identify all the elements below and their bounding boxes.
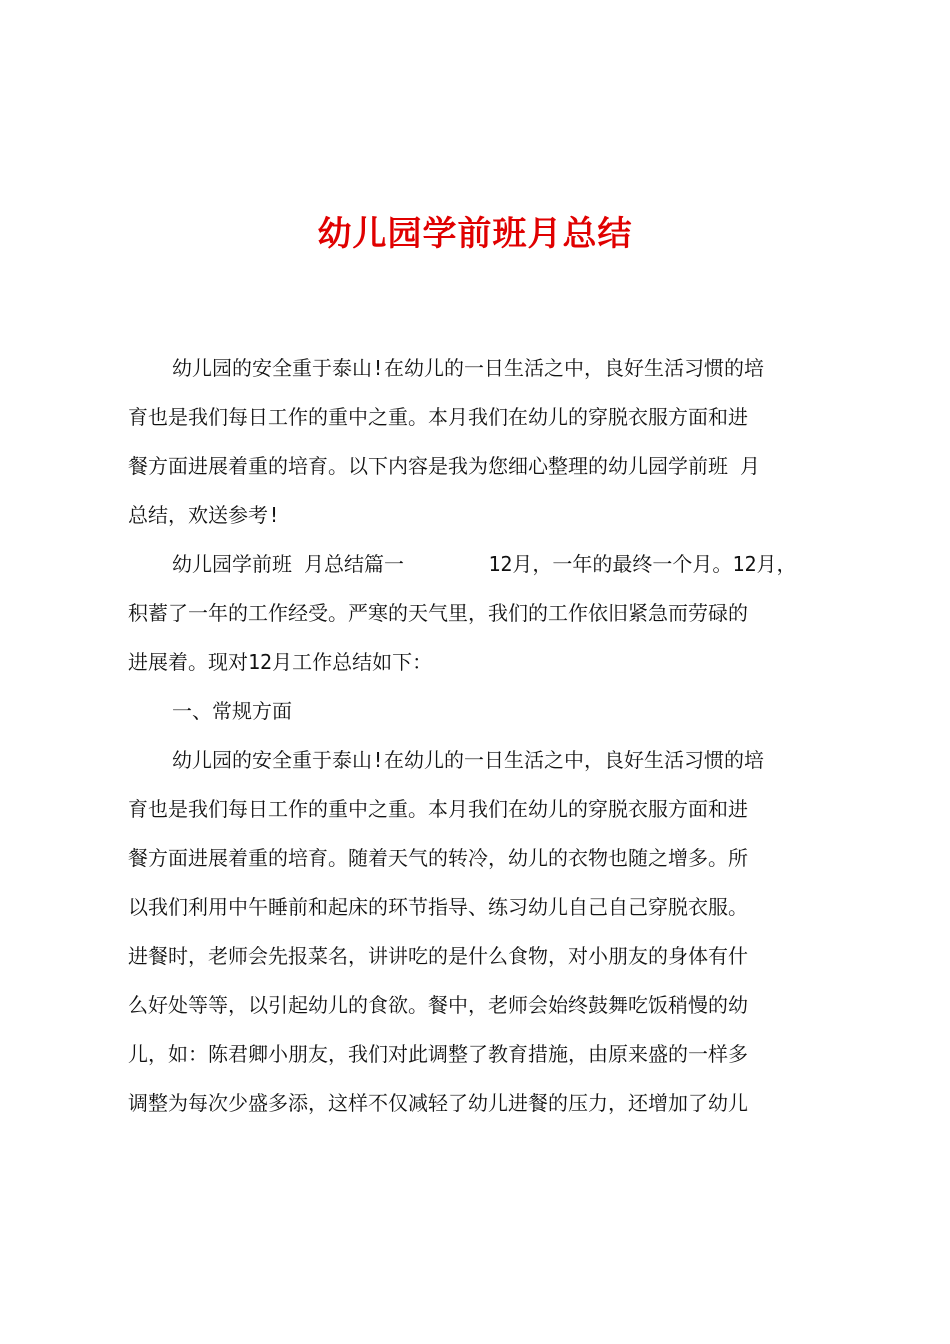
- text-line: 育也是我们每日工作的重中之重。本月我们在幼儿的穿脱衣服方面和进: [128, 797, 748, 821]
- text-line: 育也是我们每日工作的重中之重。本月我们在幼儿的穿脱衣服方面和进: [128, 405, 748, 429]
- text-line: 幼儿园学前班 月总结篇一 12月，一年的最终一个月。12月，: [172, 552, 797, 576]
- text-line: 总结，欢送参考!: [128, 503, 281, 527]
- text-line: 幼儿园的安全重于泰山!在幼儿的一日生活之中，良好生活习惯的培: [172, 748, 765, 772]
- section-heading: 一、常规方面: [172, 699, 292, 723]
- text-line: 餐方面进展着重的培育。随着天气的转冷，幼儿的衣物也随之增多。所: [128, 846, 748, 870]
- document-title: 幼儿园学前班月总结: [317, 214, 633, 254]
- text-line: 积蓄了一年的工作经受。严寒的天气里，我们的工作依旧紧急而劳碌的: [128, 601, 748, 625]
- text-line: 进展着。现对12月工作总结如下：: [128, 650, 433, 674]
- text-line: 幼儿园的安全重于泰山!在幼儿的一日生活之中，良好生活习惯的培: [172, 356, 765, 380]
- text-line: 进餐时，老师会先报菜名，讲讲吃的是什么食物，对小朋友的身体有什: [128, 944, 748, 968]
- text-line: 调整为每次少盛多添，这样不仅减轻了幼儿进餐的压力，还增加了幼儿: [128, 1091, 748, 1115]
- text-line: 餐方面进展着重的培育。以下内容是我为您细心整理的幼儿园学前班 月: [128, 454, 761, 478]
- document-body: [128, 344, 832, 1128]
- text-line: 么好处等等，以引起幼儿的食欲。餐中，老师会始终鼓舞吃饭稍慢的幼: [128, 993, 748, 1017]
- text-line: 以我们利用中午睡前和起床的环节指导、练习幼儿自己自己穿脱衣服。: [128, 895, 748, 919]
- text-line: 儿，如：陈君卿小朋友，我们对此调整了教育措施，由原来盛的一样多: [128, 1042, 748, 1066]
